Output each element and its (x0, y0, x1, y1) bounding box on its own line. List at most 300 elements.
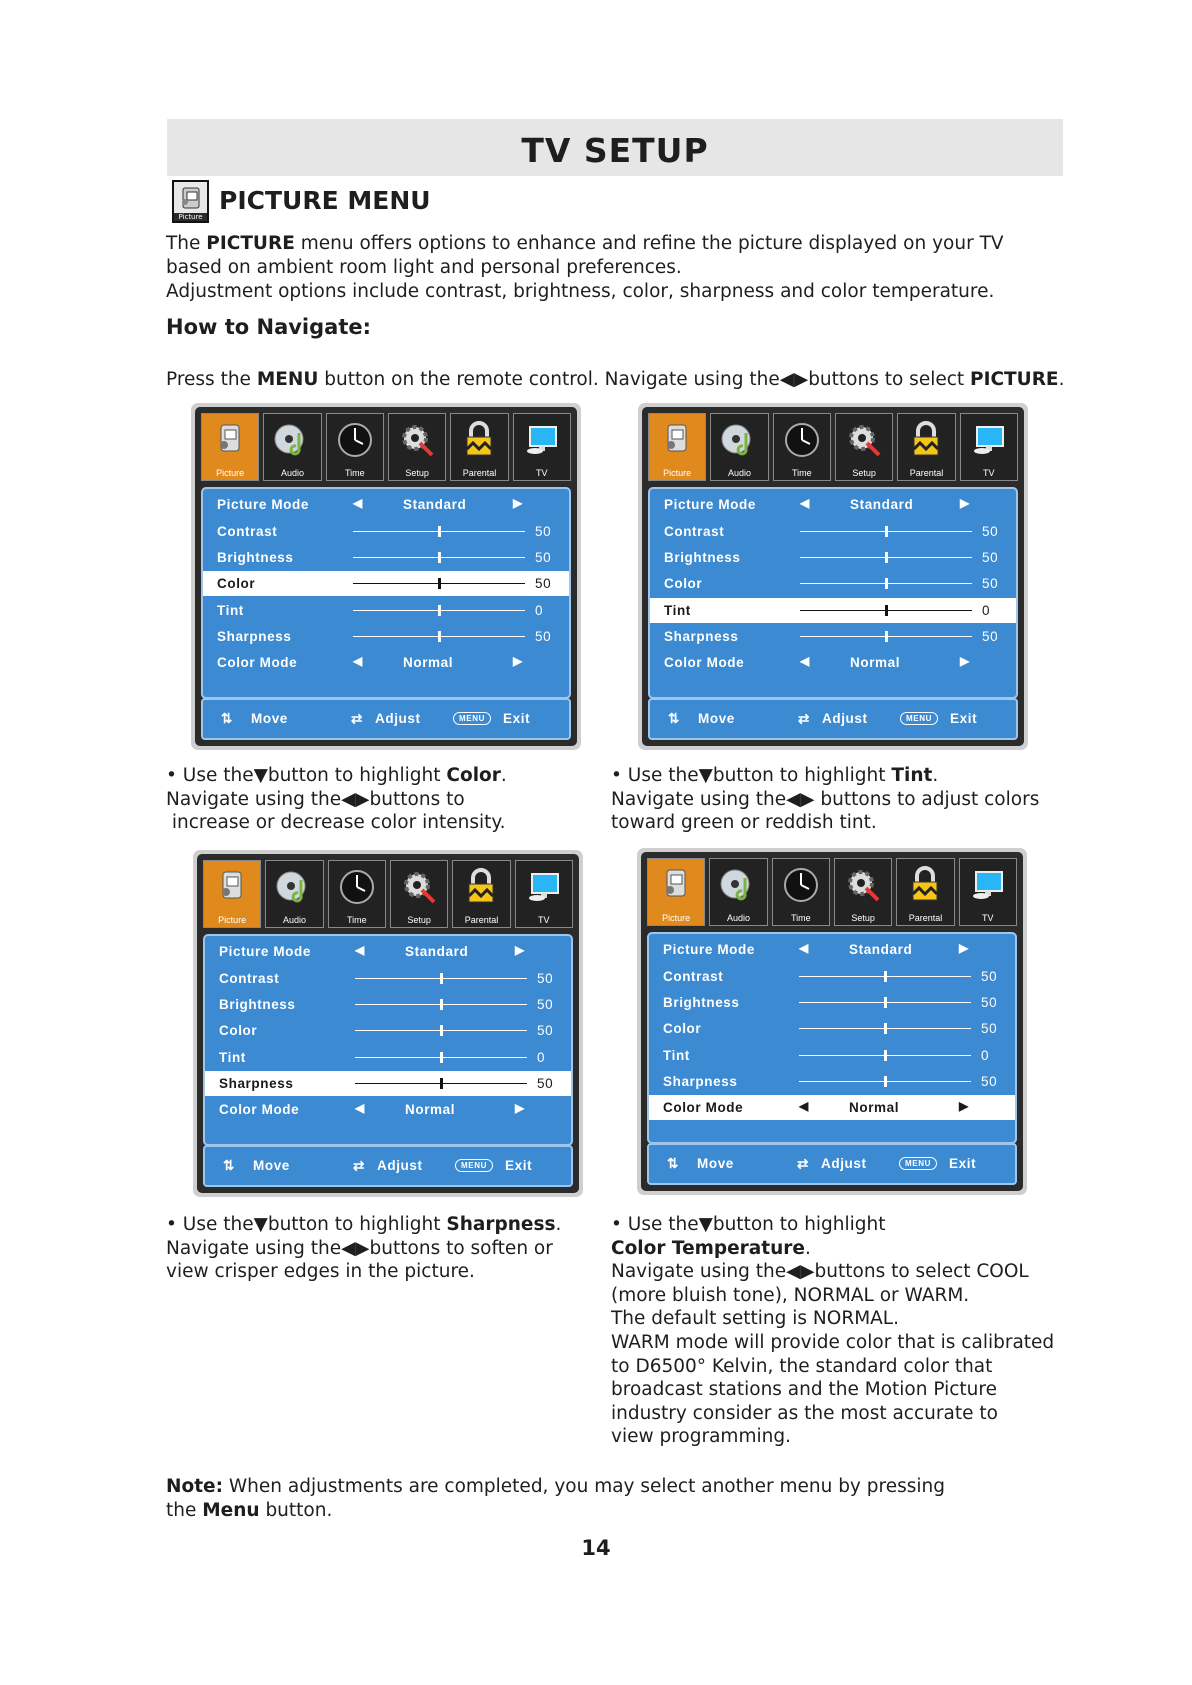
tab-label: TV (983, 468, 995, 478)
disc-music-icon (271, 419, 313, 461)
slider-knob[interactable] (884, 971, 887, 982)
nav-text: buttons to select (808, 369, 971, 390)
cap-text: buttons to adjust colors (814, 788, 1040, 810)
left-arrow-icon[interactable]: ◀ (799, 941, 809, 955)
row-color[interactable] (649, 1016, 1015, 1041)
tab-label: Parental (909, 468, 944, 478)
row-label: Sharpness (663, 1074, 738, 1089)
row-sharpness[interactable] (205, 1071, 571, 1096)
tab-label: Parental (464, 915, 499, 925)
tab-label: TV (982, 913, 994, 923)
left-arrow-icon[interactable]: ◀ (353, 496, 363, 510)
slider-knob[interactable] (885, 526, 888, 537)
row-value: Normal (403, 655, 454, 670)
left-arrow-icon[interactable]: ◀ (355, 943, 365, 957)
row-value: 50 (535, 550, 552, 565)
note-paragraph (166, 1475, 1066, 1523)
row-color-mode[interactable] (203, 650, 569, 675)
menu-tabs (648, 413, 1018, 481)
row-value: Standard (850, 497, 914, 512)
down-arrow-icon: ▼ (253, 1214, 268, 1235)
cap-line: increase or decrease color intensity. (166, 812, 506, 834)
row-label: Sharpness (664, 629, 739, 644)
nav-text: button on the remote control. Navigate using the (318, 369, 780, 390)
tab-parental[interactable] (450, 413, 508, 481)
intro-line: Adjustment options include contrast, brightness, color, sharpness and color temperature. (166, 281, 995, 302)
row-color-mode[interactable] (649, 1095, 1015, 1120)
adjust-hint: Adjust (822, 711, 868, 726)
slider-knob[interactable] (440, 999, 443, 1010)
tab-tv[interactable] (515, 860, 573, 928)
left-right-arrows-icon: ◀▶ (341, 1237, 370, 1259)
intro-paragraph (166, 232, 1046, 304)
nav-bold: MENU (256, 369, 319, 390)
tab-label: Audio (727, 468, 751, 478)
cap-text: button to highlight (267, 1214, 447, 1235)
note-text: button. (259, 1500, 333, 1521)
cap-line: broadcast stations and the Motion Picture (611, 1379, 997, 1401)
tab-time[interactable] (328, 860, 386, 928)
tv-menu-sharpness (193, 850, 583, 1197)
left-right-arrows-icon: ◀▶ (786, 788, 815, 810)
cap-line: WARM mode will provide color that is calibrated (611, 1331, 1055, 1353)
cap-text: • Use the (611, 1214, 699, 1235)
tv-menu-frame (195, 407, 577, 746)
exit-hint: Exit (950, 711, 978, 726)
slider-knob[interactable] (438, 631, 441, 642)
tab-picture[interactable] (648, 413, 706, 481)
row-picture-mode[interactable] (650, 492, 1016, 517)
tab-label: Time (346, 915, 367, 925)
caption-tint (611, 764, 1061, 835)
disc-music-icon (273, 866, 315, 908)
row-value: 50 (535, 524, 552, 539)
row-label: Brightness (217, 550, 294, 565)
exit-hint: Exit (949, 1156, 977, 1171)
row-label: Sharpness (217, 629, 292, 644)
right-arrow-icon[interactable]: ▶ (960, 654, 970, 668)
tab-setup[interactable] (390, 860, 448, 928)
cap-text: . (500, 765, 507, 786)
camera-icon (655, 864, 697, 906)
tab-label: Picture (662, 913, 691, 923)
row-value: Normal (849, 1100, 900, 1115)
caption-color-temperature (611, 1213, 1071, 1449)
row-tint[interactable] (203, 598, 569, 623)
clock-icon (781, 419, 823, 461)
right-arrow-icon[interactable]: ▶ (515, 1101, 525, 1115)
gear-wrench-icon (396, 419, 438, 461)
row-value: Standard (405, 944, 469, 959)
tab-audio[interactable] (263, 413, 321, 481)
slider-knob[interactable] (440, 1025, 443, 1036)
cap-bold: Sharpness (446, 1214, 556, 1235)
left-right-arrows-icon: ◀▶ (341, 788, 370, 810)
slider-knob[interactable] (884, 1023, 887, 1034)
tv-menu-frame (197, 854, 579, 1193)
tab-time[interactable] (773, 413, 831, 481)
row-value: 50 (537, 997, 554, 1012)
lock-icon (904, 864, 946, 906)
row-label: Picture Mode (663, 942, 755, 957)
note-text: the (166, 1500, 203, 1521)
slider-knob[interactable] (440, 1078, 443, 1089)
row-brightness[interactable] (205, 992, 571, 1017)
cap-text: Navigate using the (611, 1261, 787, 1283)
row-tint[interactable] (649, 1043, 1015, 1068)
row-picture-mode[interactable] (649, 937, 1015, 962)
row-value: 50 (982, 550, 999, 565)
caption-color (166, 764, 586, 835)
row-contrast[interactable] (650, 519, 1016, 544)
row-label: Contrast (217, 524, 278, 539)
monitor-icon (967, 864, 1009, 906)
left-right-keys-icon: ⇄ (351, 711, 363, 726)
settings-panel (201, 487, 571, 699)
monitor-icon (968, 419, 1010, 461)
nav-text: . (1058, 369, 1065, 390)
cap-text: . (932, 765, 939, 786)
note-text: When adjustments are completed, you may select another menu by pressing (222, 1476, 945, 1497)
down-arrow-icon: ▼ (253, 765, 268, 786)
clock-icon (334, 419, 376, 461)
slider-knob[interactable] (885, 552, 888, 563)
right-arrow-icon[interactable]: ▶ (960, 496, 970, 510)
slider-knob[interactable] (440, 973, 443, 984)
row-value: Standard (403, 497, 467, 512)
gear-wrench-icon (843, 419, 885, 461)
cap-text: button to highlight (712, 765, 892, 786)
left-arrow-icon[interactable]: ◀ (800, 654, 810, 668)
cap-bold: Tint (891, 765, 933, 786)
row-tint[interactable] (650, 598, 1016, 623)
right-arrow-icon[interactable]: ▶ (959, 941, 969, 955)
left-right-arrows-icon: ◀▶ (786, 1261, 815, 1283)
tab-parental[interactable] (896, 858, 954, 926)
menu-tabs (203, 860, 573, 928)
left-arrow-icon[interactable]: ◀ (355, 1101, 365, 1115)
gear-wrench-icon (842, 864, 884, 906)
cap-text: buttons to select COOL (814, 1261, 1029, 1283)
picture-camera-icon (172, 180, 209, 223)
tab-label: Audio (282, 915, 306, 925)
row-value: 50 (982, 524, 999, 539)
exit-hint: Exit (503, 711, 531, 726)
row-value: 50 (981, 995, 998, 1010)
section-title: PICTURE MENU (219, 186, 431, 215)
intro-text: The (166, 233, 207, 254)
row-tint[interactable] (205, 1045, 571, 1070)
intro-text: menu offers options to enhance and refine the picture displayed on your TV (294, 233, 1004, 254)
row-value: 50 (537, 1076, 554, 1091)
exit-hint: Exit (505, 1158, 533, 1173)
page-number: 14 (581, 1536, 611, 1560)
row-sharpness[interactable] (650, 624, 1016, 649)
disc-music-icon (718, 419, 760, 461)
nav-instruction (166, 368, 1066, 392)
menu-footer (648, 698, 1018, 740)
menu-footer (201, 698, 571, 740)
tab-audio[interactable] (709, 858, 767, 926)
row-label: Sharpness (219, 1076, 294, 1091)
cap-text: . (804, 1237, 811, 1259)
tab-tv[interactable] (513, 413, 571, 481)
row-contrast[interactable] (649, 964, 1015, 989)
row-brightness[interactable] (203, 545, 569, 570)
cap-line: to D6500° Kelvin, the standard color that (611, 1355, 993, 1377)
row-label: Brightness (663, 995, 740, 1010)
tv-menu-tint (638, 403, 1028, 750)
tab-label: Parental (908, 913, 943, 923)
right-arrow-icon[interactable]: ▶ (959, 1099, 969, 1113)
row-value: 50 (535, 576, 552, 591)
tab-label: Setup (407, 915, 431, 925)
settings-panel (647, 932, 1017, 1144)
left-arrow-icon[interactable]: ◀ (799, 1099, 809, 1113)
tab-setup[interactable] (834, 858, 892, 926)
tab-parental[interactable] (897, 413, 955, 481)
row-value: Normal (850, 655, 901, 670)
cap-line: toward green or reddish tint. (611, 812, 877, 834)
row-value: 50 (981, 969, 998, 984)
row-value: 0 (537, 1050, 546, 1065)
cap-line: view programming. (611, 1426, 791, 1448)
row-label: Tint (663, 1048, 690, 1063)
intro-bold: PICTURE (206, 233, 295, 254)
camera-icon (209, 419, 251, 461)
gear-wrench-icon (398, 866, 440, 908)
cap-bold: Color (446, 765, 501, 786)
settings-panel (203, 934, 573, 1146)
row-value: Normal (405, 1102, 456, 1117)
slider-knob[interactable] (885, 578, 888, 589)
slider-knob[interactable] (438, 552, 441, 563)
down-arrow-icon: ▼ (698, 765, 713, 786)
cap-line: (more bluish tone), NORMAL or WARM. (611, 1284, 970, 1306)
cap-text: button to highlight (267, 765, 447, 786)
row-picture-mode[interactable] (203, 492, 569, 517)
row-label: Contrast (219, 971, 280, 986)
cap-bold: Color Temperature (611, 1237, 805, 1259)
tv-menu-frame (642, 407, 1024, 746)
lock-icon (460, 866, 502, 908)
row-color-mode[interactable] (205, 1097, 571, 1122)
up-down-keys-icon: ⇅ (221, 711, 233, 726)
row-value: Standard (849, 942, 913, 957)
move-hint: Move (698, 711, 735, 726)
slider-knob[interactable] (438, 578, 441, 589)
tab-picture[interactable] (647, 858, 705, 926)
row-value: 50 (535, 629, 552, 644)
tv-menu-color (191, 403, 581, 750)
row-value: 0 (981, 1048, 990, 1063)
clock-icon (336, 866, 378, 908)
tab-label: Time (344, 468, 365, 478)
row-label: Color Mode (664, 655, 745, 670)
slider-knob[interactable] (885, 631, 888, 642)
down-arrow-icon: ▼ (698, 1214, 713, 1235)
row-brightness[interactable] (649, 990, 1015, 1015)
adjust-hint: Adjust (377, 1158, 423, 1173)
right-arrow-icon[interactable]: ▶ (513, 654, 523, 668)
tab-tv[interactable] (960, 413, 1018, 481)
tab-label: Time (790, 913, 811, 923)
tab-label: Picture (663, 468, 692, 478)
row-color[interactable] (203, 571, 569, 596)
slider-knob[interactable] (438, 526, 441, 537)
row-value: 50 (982, 629, 999, 644)
tab-label: Parental (462, 468, 497, 478)
row-label: Color (217, 576, 256, 591)
menu-button-icon: MENU (455, 1159, 493, 1172)
cap-text: • Use the (166, 1214, 254, 1235)
title-banner (167, 119, 1063, 176)
cap-text: Navigate using the (166, 1237, 342, 1259)
tab-label: TV (538, 915, 550, 925)
caption-sharpness (166, 1213, 586, 1284)
up-down-keys-icon: ⇅ (223, 1158, 235, 1173)
tab-label: Audio (280, 468, 304, 478)
tab-setup[interactable] (388, 413, 446, 481)
intro-line: based on ambient room light and personal preferences. (166, 257, 682, 278)
row-label: Color Mode (219, 1102, 300, 1117)
cap-line: The default setting is NORMAL. (611, 1308, 899, 1330)
row-picture-mode[interactable] (205, 939, 571, 964)
left-right-keys-icon: ⇄ (797, 1156, 809, 1171)
row-label: Color Mode (217, 655, 298, 670)
tab-label: Picture (218, 915, 247, 925)
tab-label: Time (791, 468, 812, 478)
slider-knob[interactable] (884, 1076, 887, 1087)
tab-time[interactable] (326, 413, 384, 481)
row-value: 50 (982, 576, 999, 591)
left-right-keys-icon: ⇄ (798, 711, 810, 726)
row-label: Contrast (663, 969, 724, 984)
row-label: Color (219, 1023, 258, 1038)
tab-picture[interactable] (201, 413, 259, 481)
how-to-navigate-heading: How to Navigate: (166, 315, 372, 339)
slider-knob[interactable] (884, 997, 887, 1008)
move-hint: Move (253, 1158, 290, 1173)
slider-knob[interactable] (440, 1052, 443, 1063)
tab-label: TV (536, 468, 548, 478)
monitor-icon (521, 419, 563, 461)
note-label: Note: (166, 1476, 223, 1497)
slider-knob[interactable] (438, 605, 441, 616)
menu-tabs (647, 858, 1017, 926)
slider-knob[interactable] (884, 1050, 887, 1061)
cap-text: buttons to soften or (369, 1237, 553, 1259)
menu-button-icon: MENU (453, 712, 491, 725)
row-label: Color Mode (663, 1100, 744, 1115)
tab-audio[interactable] (710, 413, 768, 481)
adjust-hint: Adjust (375, 711, 421, 726)
left-right-keys-icon: ⇄ (353, 1158, 365, 1173)
tab-time[interactable] (772, 858, 830, 926)
cap-text: buttons to (369, 788, 465, 810)
note-bold: Menu (202, 1500, 260, 1521)
tab-label: Audio (726, 913, 750, 923)
row-label: Brightness (219, 997, 296, 1012)
row-color[interactable] (205, 1018, 571, 1043)
cap-line: industry consider as the most accurate to (611, 1402, 998, 1424)
menu-tabs (201, 413, 571, 481)
cap-line: view crisper edges in the picture. (166, 1261, 475, 1283)
row-label: Color (664, 576, 703, 591)
menu-button-icon: MENU (899, 1157, 937, 1170)
row-sharpness[interactable] (203, 624, 569, 649)
cap-text: . (555, 1214, 562, 1235)
row-sharpness[interactable] (649, 1069, 1015, 1094)
tab-tv[interactable] (959, 858, 1017, 926)
row-label: Tint (219, 1050, 246, 1065)
tab-label: Setup (851, 913, 875, 923)
menu-footer (647, 1143, 1017, 1185)
slider-knob[interactable] (885, 605, 888, 616)
tab-label: Setup (405, 468, 429, 478)
menu-button-icon: MENU (900, 712, 938, 725)
adjust-hint: Adjust (821, 1156, 867, 1171)
row-value: 50 (537, 971, 554, 986)
row-value: 50 (537, 1023, 554, 1038)
lock-icon (905, 419, 947, 461)
row-label: Color (663, 1021, 702, 1036)
nav-text: Press the (166, 369, 257, 390)
right-arrow-icon[interactable]: ▶ (513, 496, 523, 510)
left-arrow-icon[interactable]: ◀ (800, 496, 810, 510)
row-label: Tint (664, 603, 691, 618)
tv-menu-color-mode (637, 848, 1027, 1195)
tv-menu-frame (641, 852, 1023, 1191)
row-color[interactable] (650, 571, 1016, 596)
row-label: Picture Mode (219, 944, 311, 959)
row-label: Contrast (664, 524, 725, 539)
up-down-keys-icon: ⇅ (668, 711, 680, 726)
clock-icon (780, 864, 822, 906)
settings-panel (648, 487, 1018, 699)
tab-picture[interactable] (203, 860, 261, 928)
row-contrast[interactable] (203, 519, 569, 544)
move-hint: Move (697, 1156, 734, 1171)
left-arrow-icon[interactable]: ◀ (353, 654, 363, 668)
nav-bold: PICTURE (970, 369, 1059, 390)
cap-text: • Use the (611, 765, 699, 786)
camera-icon (656, 419, 698, 461)
row-value: 0 (535, 603, 544, 618)
row-value: 0 (982, 603, 991, 618)
row-value: 50 (981, 1021, 998, 1036)
page-title: TV SETUP (521, 131, 709, 170)
disc-music-icon (717, 864, 759, 906)
cap-text: button to highlight (712, 1214, 886, 1235)
row-brightness[interactable] (650, 545, 1016, 570)
tab-label: Setup (852, 468, 876, 478)
row-value: 50 (981, 1074, 998, 1089)
icon-label: Picture (174, 213, 207, 221)
row-label: Picture Mode (217, 497, 309, 512)
row-color-mode[interactable] (650, 650, 1016, 675)
tab-setup[interactable] (835, 413, 893, 481)
row-label: Picture Mode (664, 497, 756, 512)
right-arrow-icon[interactable]: ▶ (515, 943, 525, 957)
tab-label: Picture (216, 468, 245, 478)
monitor-icon (523, 866, 565, 908)
tab-parental[interactable] (452, 860, 510, 928)
up-down-keys-icon: ⇅ (667, 1156, 679, 1171)
cap-text: Navigate using the (166, 788, 342, 810)
row-contrast[interactable] (205, 966, 571, 991)
tab-audio[interactable] (265, 860, 323, 928)
